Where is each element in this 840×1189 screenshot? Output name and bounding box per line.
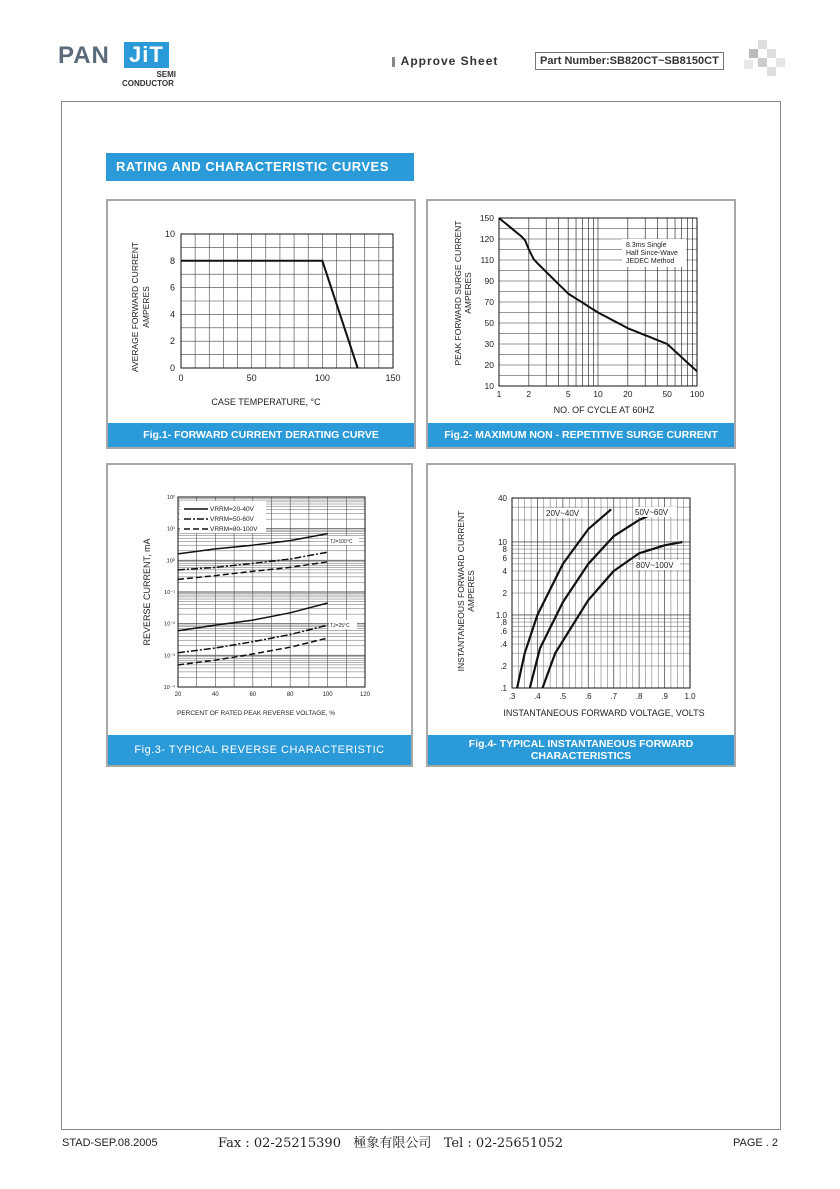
fig2-ylabel-line2: AMPERES xyxy=(463,272,473,314)
fig4-xtick-label: .9 xyxy=(661,692,668,701)
fig1-caption: Fig.1- FORWARD CURRENT DERATING CURVE xyxy=(108,423,414,447)
footer-contact: Fax : 02-25215390 極象有限公司 Tel : 02-25651052 xyxy=(218,1136,564,1151)
fig2-xtick-label: 2 xyxy=(526,389,532,399)
fig4-ytick-label: .8 xyxy=(500,618,507,628)
fig4-series-curve xyxy=(530,516,650,689)
fig4-ylabel-line2: AMPERES xyxy=(466,570,476,612)
logo-semi-text: SEMI xyxy=(156,70,176,79)
fig4-series-label-3: 80V~100V xyxy=(636,561,674,570)
fig4-ytick-label: 4 xyxy=(502,567,507,577)
logo-conductor-text: CONDUCTOR xyxy=(122,79,174,88)
fig2-ytick-label: 110 xyxy=(480,255,494,265)
fig1-ytick-label: 10 xyxy=(164,229,175,239)
fig4-ytick-label: .6 xyxy=(500,627,507,637)
fig2-xtick-label: 1 xyxy=(496,389,502,399)
fig2-ytick-label: 150 xyxy=(479,213,494,223)
fig3-legend-3: VRRM=80-100V xyxy=(210,526,258,533)
fig2-ytick-label: 70 xyxy=(484,297,494,307)
fig3-ytick-label: 10⁻³ xyxy=(164,653,175,660)
fig2-xtick-label: 5 xyxy=(565,389,571,399)
fig3-chart xyxy=(108,465,411,765)
fig1-ylabel-line1: AVERAGE FORWARD CURRENT xyxy=(130,241,140,373)
logo-jit-text: JiT xyxy=(124,42,169,68)
figure-4-panel xyxy=(426,463,736,767)
fig2-xtick-label: 10 xyxy=(593,389,603,399)
fig2-xlabel: NO. OF CYCLE AT 60HZ xyxy=(553,405,655,415)
fig3-legend-1: VRRM=20-40V xyxy=(210,506,254,513)
fig2-chart xyxy=(428,201,734,447)
fig4-xtick-label: 1.0 xyxy=(684,692,696,701)
fig2-ytick-label: 120 xyxy=(479,234,494,244)
fig1-ytick-label: 6 xyxy=(169,282,175,293)
fig2-note-line1: 8.3ms Single xyxy=(626,242,667,249)
section-title: RATING AND CHARACTERISTIC CURVES xyxy=(106,153,414,181)
decorative-squares xyxy=(744,40,784,80)
fig3-ytick-label: 10⁻⁴ xyxy=(163,685,175,691)
fig3-xtick-label: 40 xyxy=(212,692,219,698)
fig3-xtick-label: 120 xyxy=(359,692,371,698)
fig2-xtick-label: 50 xyxy=(662,389,672,399)
fig3-tj-low: TJ=25°C xyxy=(330,623,350,629)
fig2-ytick-label: 20 xyxy=(484,360,494,370)
fig4-ytick-label: .2 xyxy=(500,662,507,672)
fig3-legend-2: VRRM=50-60V xyxy=(210,516,254,523)
fig2-ytick-label: 30 xyxy=(484,339,494,349)
fig2-xtick-label: 100 xyxy=(689,389,705,399)
fig3-ytick-label: 10⁰ xyxy=(166,558,175,565)
fig3-ytick-label: 10¹ xyxy=(167,526,175,533)
fig1-xtick-label: 150 xyxy=(385,373,401,383)
fig4-ytick-label: 40 xyxy=(498,494,507,503)
fig4-series-label-1: 20V~40V xyxy=(546,509,580,518)
fig4-ytick-label: 1.0 xyxy=(495,610,507,620)
fig4-xtick-label: .4 xyxy=(534,692,541,701)
fig4-xtick-label: .8 xyxy=(635,692,643,701)
company-logo xyxy=(58,40,188,90)
fig4-caption xyxy=(428,735,734,765)
fig4-ylabel-line1: INSTANTANEOUS FORWARD CURRENT xyxy=(456,510,466,672)
fig3-xtick-label: 100 xyxy=(322,692,333,698)
fig3-ylabel: REVERSE CURRENT, mA xyxy=(142,538,152,646)
footer-document-code: STAD-SEP.08.2005 xyxy=(62,1137,158,1149)
fig3-tj-high: TJ=100°C xyxy=(330,539,353,545)
fig4-xtick-label: .6 xyxy=(584,692,592,701)
fig2-ytick-label: 90 xyxy=(484,276,494,286)
figure-1-panel xyxy=(106,199,416,449)
fig1-ylabel-line2: AMPERES xyxy=(141,286,151,328)
fig3-ytick-label: 10⁻¹ xyxy=(164,590,175,596)
approve-sheet-text: Approve Sheet xyxy=(400,54,499,68)
fig4-caption-line1: Fig.4- TYPICAL INSTANTANEOUS FORWARD xyxy=(468,738,694,750)
fig2-ytick-label: 10 xyxy=(484,381,494,391)
fig1-xlabel: CASE TEMPERATURE, °C xyxy=(211,397,321,407)
fig1-ytick-label: 0 xyxy=(169,363,175,373)
fig4-ytick-label: 8 xyxy=(502,545,507,555)
figure-2-panel xyxy=(426,199,736,449)
fig1-xtick-label: 50 xyxy=(246,373,257,383)
fig4-series-label-2: 50V~60V xyxy=(635,508,669,517)
fig4-xtick-label: .7 xyxy=(610,692,618,701)
part-number-box: Part Number:SB820CT~SB8150CT xyxy=(535,52,724,70)
fig1-xtick-label: 0 xyxy=(178,373,184,383)
fig2-ytick-label: 50 xyxy=(484,318,494,328)
fig4-caption-line2: CHARACTERISTICS xyxy=(530,750,632,762)
fig3-ytick-label: 10⁻² xyxy=(164,621,175,628)
footer-page-number: PAGE . 2 xyxy=(733,1137,779,1149)
fig4-ytick-label: 2 xyxy=(502,589,507,598)
fig4-xlabel: INSTANTANEOUS FORWARD VOLTAGE, VOLTS xyxy=(503,708,705,718)
fig4-ytick-label: .4 xyxy=(500,640,507,650)
fig1-xtick-label: 100 xyxy=(314,373,330,383)
fig4-xtick-label: .3 xyxy=(508,692,516,701)
fig4-chart xyxy=(428,465,734,765)
fig2-xtick-label: 20 xyxy=(623,389,633,399)
fig3-xtick-label: 60 xyxy=(249,692,257,698)
fig3-xlabel: PERCENT OF RATED PEAK REVERSE VOLTAGE, % xyxy=(176,710,336,717)
fig1-chart xyxy=(108,201,414,447)
fig2-ylabel-line1: PEAK FORWARD SURGE CURRENT xyxy=(453,220,463,366)
fig4-ytick-label: 6 xyxy=(502,554,507,564)
logo-pan-text: PAN xyxy=(58,42,110,69)
fig4-ytick-label: .1 xyxy=(500,684,507,693)
fig2-caption: Fig.2- MAXIMUM NON - REPETITIVE SURGE CURRENT xyxy=(428,423,734,447)
fig3-ytick-label: 10² xyxy=(167,495,175,501)
fig3-caption: Fig.3- TYPICAL REVERSE CHARACTERISTIC xyxy=(108,735,411,765)
fig3-xtick-label: 20 xyxy=(174,692,182,698)
fig4-ytick-label: 10 xyxy=(498,537,507,547)
approve-sheet-label xyxy=(392,54,498,68)
fig2-note-line2: Half Since-Wave xyxy=(626,250,678,257)
fig2-note-line3: JEDEC Method xyxy=(626,258,675,265)
fig1-ytick-label: 4 xyxy=(169,309,175,320)
fig3-xtick-label: 80 xyxy=(286,692,294,698)
fig4-xtick-label: .5 xyxy=(559,692,567,701)
figure-3-panel xyxy=(106,463,413,767)
fig1-ytick-label: 8 xyxy=(169,255,175,266)
fig1-ytick-label: 2 xyxy=(169,336,175,347)
